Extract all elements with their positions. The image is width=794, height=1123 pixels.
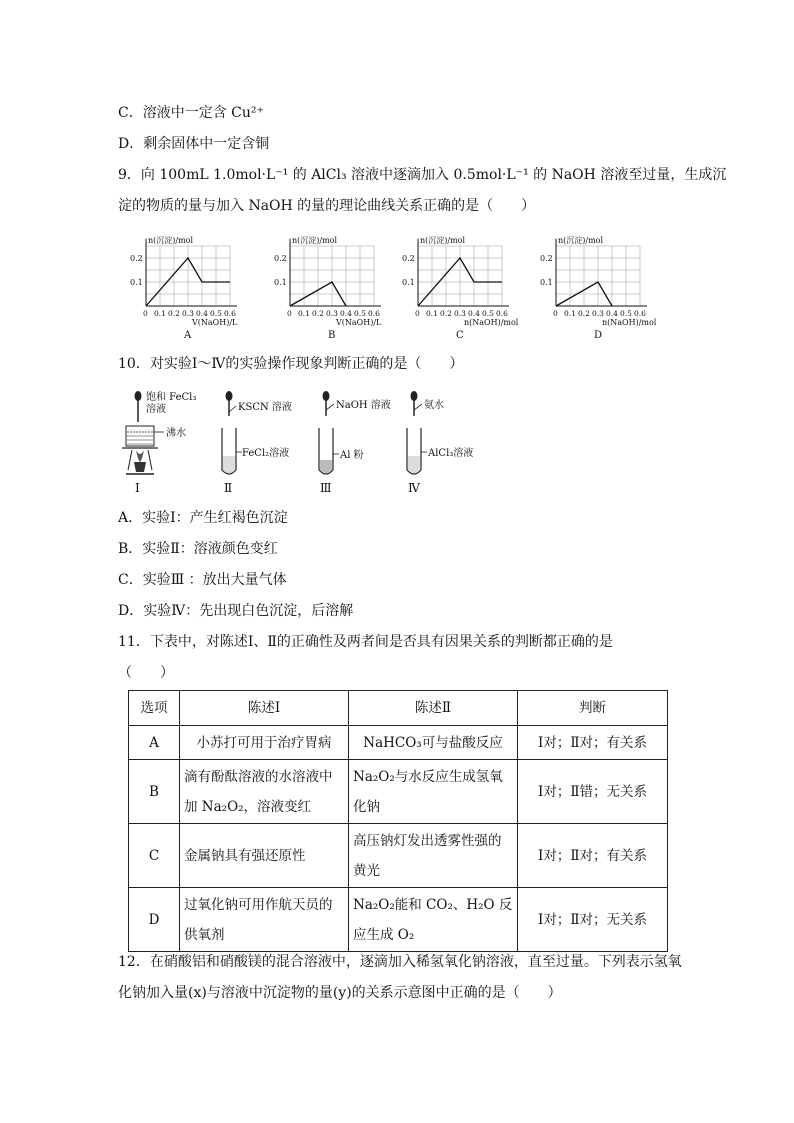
q12-stem-line2: 化钠加入量(x)与溶液中沉淀物的量(y)的关系示意图中正确的是（ ）	[118, 985, 562, 1001]
row-statement-2: 高压钠灯发出透雾性强的黄光	[349, 824, 518, 888]
x-tick-label: 0.2	[168, 309, 180, 318]
x-tick-label: 0.4	[340, 309, 352, 318]
exp3-reagent-label: NaOH 溶液	[336, 400, 391, 411]
exp4-solution-label: AlCl₃溶液	[428, 448, 474, 459]
q11-table	[128, 690, 668, 952]
graph-letter: A	[184, 330, 192, 340]
x-tick-label: 0.5	[354, 309, 366, 318]
q9-graph-c	[390, 232, 540, 340]
header-statement-1: 陈述Ⅰ	[180, 691, 349, 726]
x-tick-label: 0	[415, 309, 420, 318]
x-tick-label: 0.1	[426, 309, 438, 318]
row-statement-2: Na₂O₂能和 CO₂、H₂O 反应生成 O₂	[349, 888, 518, 952]
exp4-reagent-label: 氨水	[424, 400, 444, 411]
exp1-reagent-label-1: 饱和 FeCl₃	[146, 392, 197, 403]
graph-letter: B	[328, 330, 336, 340]
row-statement-1: 金属钠具有强还原性	[180, 824, 349, 888]
header-statement-2: 陈述Ⅱ	[349, 691, 518, 726]
row-option: D	[129, 888, 180, 952]
x-tick-label: 0.6	[224, 309, 236, 318]
exp3-solid-label: Al 粉	[340, 450, 364, 461]
row-option: B	[129, 760, 180, 824]
header-option: 选项	[129, 691, 180, 726]
exp4-number: Ⅳ	[408, 481, 420, 495]
graph-letter: D	[594, 330, 603, 340]
y-tick-label: 0.2	[274, 254, 287, 263]
x-tick-label: 0.3	[326, 309, 338, 318]
table-row	[129, 888, 668, 952]
exp1-number: Ⅰ	[135, 481, 140, 495]
y-tick-label: 0.2	[402, 254, 415, 263]
experiment-1	[122, 390, 196, 495]
row-statement-2: NaHCO₃可与盐酸反应	[349, 726, 518, 760]
exp2-number: Ⅱ	[224, 481, 233, 495]
graph-letter: C	[456, 330, 464, 340]
table-row	[129, 760, 668, 824]
x-tick-label: 0	[287, 309, 292, 318]
y-tick-label: 0.1	[540, 278, 553, 287]
q9-graph-a	[118, 232, 268, 340]
y-tick-label: 0.2	[130, 254, 143, 263]
y-axis-label: n(沉淀)/mol	[558, 235, 604, 245]
x-tick-label: 0.3	[182, 309, 194, 318]
exp1-reagent-label-2: 溶液	[146, 404, 166, 415]
x-tick-label: 0.5	[482, 309, 494, 318]
x-tick-label: 0.6	[634, 309, 646, 318]
row-statement-1: 过氧化钠可用作航天员的供氧剂	[180, 888, 349, 952]
table-row	[129, 824, 668, 888]
row-statement-2: Na₂O₂与水反应生成氢氧化钠	[349, 760, 518, 824]
x-tick-label: 0	[143, 309, 148, 318]
x-tick-label: 0	[553, 309, 558, 318]
y-axis-label: n(沉淀)/mol	[420, 235, 466, 245]
row-option: A	[129, 726, 180, 760]
q9-stem-line2: 淀的物质的量与加入 NaOH 的量的理论曲线关系正确的是（ ）	[118, 198, 536, 214]
row-judgement: Ⅰ对；Ⅱ对；有关系	[518, 726, 668, 760]
row-judgement: Ⅰ对；Ⅱ错；无关系	[518, 760, 668, 824]
q8-option-d: D．剩余固体中一定含铜	[118, 136, 270, 152]
row-judgement: Ⅰ对；Ⅱ对；有关系	[518, 824, 668, 888]
q10-option-c: C．实验Ⅲ ：放出大量气体	[118, 572, 287, 588]
x-tick-label: 0.1	[298, 309, 310, 318]
x-axis-label: V(NaOH)/L	[192, 318, 238, 327]
q10-option-d: D．实验Ⅳ：先出现白色沉淀，后溶解	[118, 603, 354, 619]
q10-option-b: B．实验Ⅱ：溶液颜色变红	[118, 541, 278, 557]
x-tick-label: 0.2	[440, 309, 452, 318]
q12-stem-line1: 12．在硝酸铝和硝酸镁的混合溶液中，逐滴加入稀氢氧化钠溶液，直至过量。下列表示氢氧	[118, 954, 682, 970]
x-tick-label: 0.6	[496, 309, 508, 318]
x-tick-label: 0.1	[564, 309, 576, 318]
y-tick-label: 0.1	[274, 278, 287, 287]
experiment-3	[319, 391, 391, 495]
x-axis-label: n(NaOH)/mol	[464, 318, 519, 327]
x-tick-label: 0.4	[196, 309, 208, 318]
exp2-reagent-label: KSCN 溶液	[238, 402, 292, 413]
q11-stem-line2: （ ）	[118, 665, 174, 681]
exp3-number: Ⅲ	[320, 481, 332, 495]
experiment-4	[407, 391, 473, 495]
table-header-row	[129, 691, 668, 726]
q10-apparatus-diagram	[118, 388, 498, 498]
row-judgement: Ⅰ对；Ⅱ对；无关系	[518, 888, 668, 952]
x-tick-label: 0.5	[620, 309, 632, 318]
x-tick-label: 0.1	[154, 309, 166, 318]
table-row	[129, 726, 668, 760]
x-tick-label: 0.5	[210, 309, 222, 318]
q11-stem-line1: 11．下表中，对陈述Ⅰ、Ⅱ的正确性及两者间是否具有因果关系的判断都正确的是	[118, 634, 613, 650]
q10-stem: 10．对实验Ⅰ～Ⅳ的实验操作现象判断正确的是（ ）	[118, 356, 464, 372]
x-axis-label: V(NaOH)/L	[336, 318, 382, 327]
q10-option-a: A．实验Ⅰ：产生红褐色沉淀	[118, 510, 288, 526]
y-axis-label: n(沉淀)/mol	[148, 235, 194, 245]
x-tick-label: 0.4	[606, 309, 618, 318]
q9-graph-d	[528, 232, 678, 340]
x-tick-label: 0.2	[578, 309, 590, 318]
y-axis-label: n(沉淀)/mol	[292, 235, 338, 245]
q9-stem-line1: 9．向 100mL 1.0mol·L⁻¹ 的 AlCl₃ 溶液中逐滴加入 0.5mol·L⁻¹ 的 NaOH 溶液至过量，生成沉	[118, 167, 727, 183]
y-tick-label: 0.1	[130, 278, 143, 287]
q8-option-c: C．溶液中一定含 Cu²⁺	[118, 105, 264, 121]
x-axis-label: n(NaOH)/mol	[602, 318, 657, 327]
row-statement-1: 滴有酚酞溶液的水溶液中加 Na₂O₂，溶液变红	[180, 760, 349, 824]
y-tick-label: 0.1	[402, 278, 415, 287]
x-tick-label: 0.6	[368, 309, 380, 318]
header-judgement: 判断	[518, 691, 668, 726]
exp2-solution-label: FeCl₂溶液	[242, 448, 290, 459]
row-option: C	[129, 824, 180, 888]
x-tick-label: 0.4	[468, 309, 480, 318]
x-tick-label: 0.2	[312, 309, 324, 318]
y-tick-label: 0.2	[540, 254, 553, 263]
exp1-water-label: 沸水	[166, 428, 186, 439]
x-tick-label: 0.3	[454, 309, 466, 318]
row-statement-1: 小苏打可用于治疗胃病	[180, 726, 349, 760]
x-tick-label: 0.3	[592, 309, 604, 318]
experiment-2	[222, 391, 292, 495]
